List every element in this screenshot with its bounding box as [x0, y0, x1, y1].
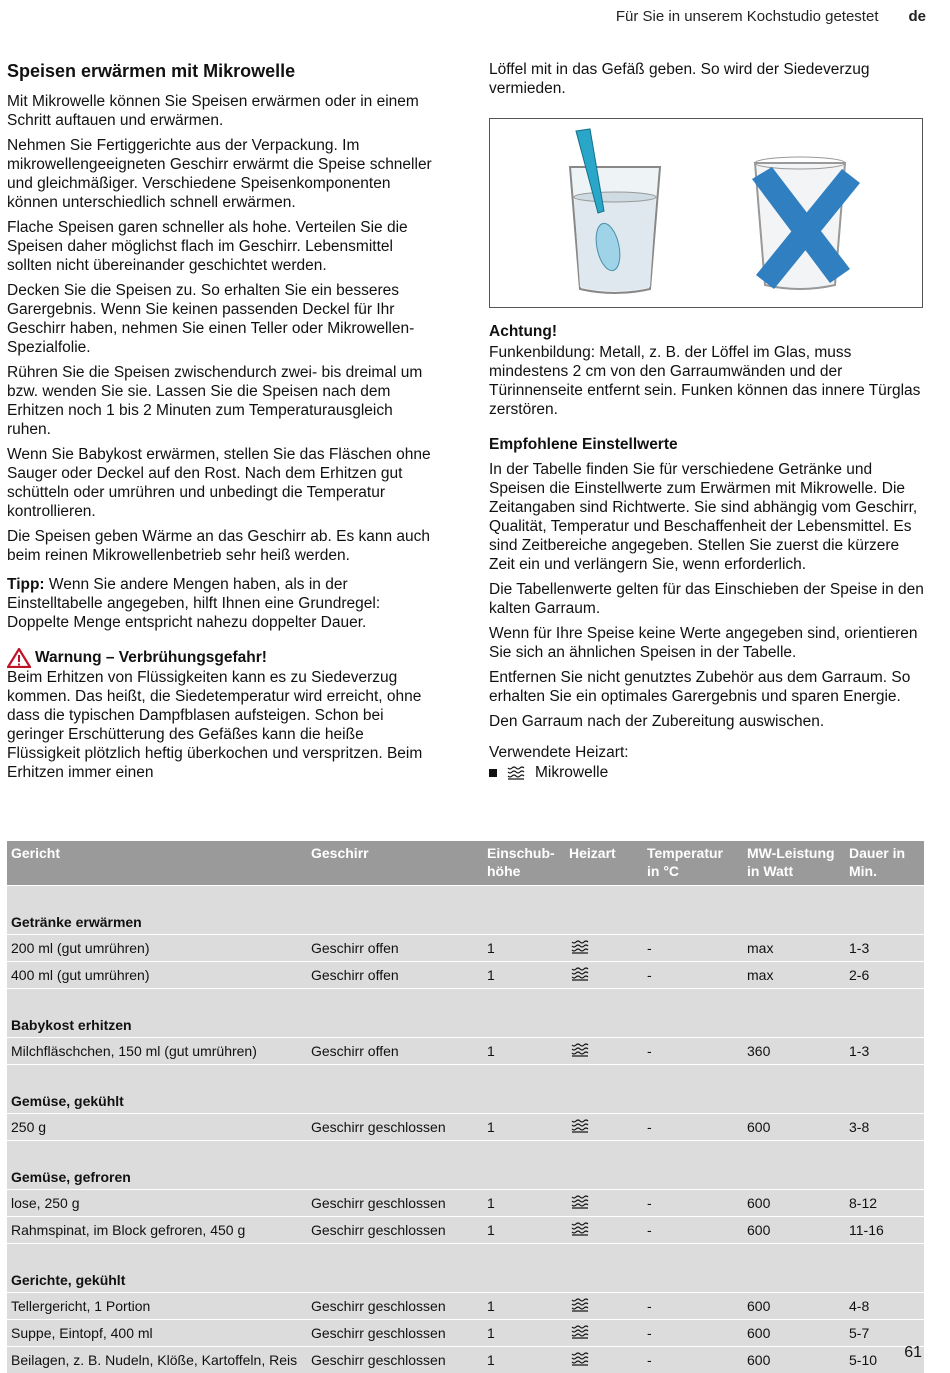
- table-row: [7, 962, 924, 989]
- table-header-row: [7, 841, 924, 886]
- table-cell: 600: [743, 1114, 845, 1141]
- page-number: 61: [904, 1344, 922, 1362]
- table-cell: -: [643, 1190, 743, 1217]
- paragraph: Mit Mikrowelle können Sie Speisen erwärmen oder in einem Schritt auftauen und erwärmen.: [7, 92, 439, 130]
- microwave-icon: [569, 1325, 591, 1339]
- table-cell: -: [643, 1038, 743, 1065]
- table-row: [7, 1217, 924, 1244]
- paragraph: Nehmen Sie Fertiggerichte aus der Verpackung. Im mikrowellengeeigneten Geschirr erwärmt die Speise schneller und gleichmäßiger. Verschiedene Speisenkomponenten können unterschiedlich schnell erwärmen.: [7, 136, 439, 212]
- table-cell: 5-10: [845, 1347, 924, 1373]
- group-title: Gemüse, gekühlt: [7, 1065, 924, 1114]
- microwave-icon: [507, 766, 525, 780]
- heizart-cell: [565, 1038, 643, 1065]
- section-heading: Speisen erwärmen mit Mikrowelle: [7, 60, 439, 82]
- settings-table: [7, 841, 924, 1373]
- table-cell: -: [643, 935, 743, 962]
- tip-text: Wenn Sie andere Mengen haben, als in der Einstelltabelle angegeben, hilft Ihnen eine Grundregel: Doppelte Menge entspricht nahezu doppelter Dauer.: [7, 576, 380, 631]
- table-cell: Rahmspinat, im Block gefroren, 450 g: [7, 1217, 307, 1244]
- heizart-cell: [565, 1217, 643, 1244]
- table-cell: Geschirr geschlossen: [307, 1217, 483, 1244]
- table-row: [7, 1190, 924, 1217]
- table-cell: 600: [743, 1293, 845, 1320]
- warning-title: [7, 648, 439, 668]
- subsection-heading: Empfohlene Einstellwerte: [489, 435, 929, 454]
- table-cell: Geschirr offen: [307, 962, 483, 989]
- page-header: [616, 8, 926, 25]
- table-cell: 250 g: [7, 1114, 307, 1141]
- table-cell: 8-12: [845, 1190, 924, 1217]
- table-cell: 1: [483, 1320, 565, 1347]
- heizart-cell: [565, 962, 643, 989]
- table-cell: 1: [483, 1114, 565, 1141]
- table-cell: -: [643, 1217, 743, 1244]
- microwave-icon: [569, 967, 591, 981]
- table-row: [7, 1293, 924, 1320]
- group-title: Gemüse, gefroren: [7, 1141, 924, 1190]
- table-cell: 200 ml (gut umrühren): [7, 935, 307, 962]
- warning-title-text: Warnung – Verbrühungsgefahr!: [35, 648, 267, 668]
- table-row: [7, 1114, 924, 1141]
- column-header: Gericht: [7, 841, 307, 886]
- tip-label: Tipp:: [7, 576, 45, 593]
- table-cell: Milchfläschchen, 150 ml (gut umrühren): [7, 1038, 307, 1065]
- column-header: Einschub- höhe: [483, 841, 565, 886]
- table-cell: Geschirr geschlossen: [307, 1190, 483, 1217]
- table-cell: 600: [743, 1190, 845, 1217]
- table-cell: lose, 250 g: [7, 1190, 307, 1217]
- table-row: [7, 935, 924, 962]
- table-cell: -: [643, 1293, 743, 1320]
- microwave-icon: [569, 1119, 591, 1133]
- paragraph: Den Garraum nach der Zubereitung auswischen.: [489, 712, 929, 731]
- table-cell: Beilagen, z. B. Nudeln, Klöße, Kartoffeln, Reis: [7, 1347, 307, 1373]
- heizart-label: Verwendete Heizart:: [489, 743, 929, 762]
- language-code: de: [908, 8, 926, 25]
- microwave-icon: [569, 940, 591, 954]
- table-body: [7, 886, 924, 1373]
- heizart-cell: [565, 1190, 643, 1217]
- column-header: Temperatur in °C: [643, 841, 743, 886]
- caution-text: Funkenbildung: Metall, z. B. der Löffel im Glas, muss mindestens 2 cm von den Garraumwänden und der Türinnenseite entfernt sein. Funken können das innere Türglas zerstören.: [489, 343, 929, 419]
- table-cell: 3-8: [845, 1114, 924, 1141]
- table-cell: Tellergericht, 1 Portion: [7, 1293, 307, 1320]
- column-header: MW-Leistung in Watt: [743, 841, 845, 886]
- group-title: Getränke erwärmen: [7, 886, 924, 935]
- caution-title: Achtung!: [489, 322, 929, 341]
- microwave-icon: [569, 1352, 591, 1366]
- table-cell: Geschirr offen: [307, 1038, 483, 1065]
- header-title: Für Sie in unserem Kochstudio getestet: [616, 8, 879, 25]
- heizart-cell: [565, 1114, 643, 1141]
- table-cell: Geschirr geschlossen: [307, 1347, 483, 1373]
- table-cell: Geschirr geschlossen: [307, 1293, 483, 1320]
- table-group-row: [7, 1065, 924, 1114]
- table-cell: 1: [483, 1217, 565, 1244]
- paragraph: Flache Speisen garen schneller als hohe. Verteilen Sie die Speisen daher möglichst flach im Geschirr. Lebensmittel sollten nicht übereinander geschichtet werden.: [7, 218, 439, 275]
- table-cell: 1: [483, 1190, 565, 1217]
- table-cell: 600: [743, 1320, 845, 1347]
- heizart-item: [489, 764, 929, 782]
- table-cell: 4-8: [845, 1293, 924, 1320]
- glass-spoon-illustration: [489, 118, 923, 308]
- table-cell: Geschirr geschlossen: [307, 1114, 483, 1141]
- microwave-icon: [569, 1222, 591, 1236]
- table-cell: 1-3: [845, 1038, 924, 1065]
- warning-text: Beim Erhitzen von Flüssigkeiten kann es zu Siedeverzug kommen. Das heißt, die Siedetemperatur wird erreicht, ohne dass die typischen Dampfblasen aufsteigen. Schon bei geringer Erschütterung des Gefäßes kann die heiße Flüssigkeit plötzlich heftig überkochen und verspritzen. Beim Erhitzen immer einen: [7, 668, 439, 782]
- table-group-row: [7, 989, 924, 1038]
- table-cell: Geschirr geschlossen: [307, 1320, 483, 1347]
- table-cell: 1: [483, 1347, 565, 1373]
- table-cell: 1-3: [845, 935, 924, 962]
- table-cell: 360: [743, 1038, 845, 1065]
- table-cell: -: [643, 1114, 743, 1141]
- heizart-cell: [565, 1320, 643, 1347]
- paragraph: Die Tabellenwerte gelten für das Einschieben der Speise in den kalten Garraum.: [489, 580, 929, 618]
- table-cell: 5-7: [845, 1320, 924, 1347]
- paragraph: Die Speisen geben Wärme an das Geschirr ab. Es kann auch beim reinen Mikrowellenbetrieb sehr heiß werden.: [7, 527, 439, 565]
- tip-paragraph: [7, 575, 439, 632]
- table-cell: 600: [743, 1217, 845, 1244]
- table-cell: 1: [483, 962, 565, 989]
- paragraph: Rühren Sie die Speisen zwischendurch zwei- bis dreimal um bzw. wenden Sie sie. Lassen Sie die Speisen nach dem Erhitzen noch 1 bis 2 Minuten zum Temperaturausgleich ruhen.: [7, 363, 439, 439]
- table-cell: -: [643, 962, 743, 989]
- group-title: Babykost erhitzen: [7, 989, 924, 1038]
- table-group-row: [7, 1141, 924, 1190]
- microwave-icon: [569, 1298, 591, 1312]
- table-cell: max: [743, 962, 845, 989]
- microwave-icon: [569, 1195, 591, 1209]
- table-group-row: [7, 886, 924, 935]
- warning-triangle-icon: [7, 648, 31, 668]
- column-header: Heizart: [565, 841, 643, 886]
- table-cell: 2-6: [845, 962, 924, 989]
- paragraph: Löffel mit in das Gefäß geben. So wird der Siedeverzug vermieden.: [489, 60, 929, 98]
- microwave-icon: [569, 1043, 591, 1057]
- glass-illustration: [490, 119, 922, 307]
- table-row: [7, 1320, 924, 1347]
- table-cell: 600: [743, 1347, 845, 1373]
- table-cell: max: [743, 935, 845, 962]
- table-row: [7, 1347, 924, 1373]
- table-cell: -: [643, 1320, 743, 1347]
- column-header: Geschirr: [307, 841, 483, 886]
- heizart-cell: [565, 1347, 643, 1373]
- paragraph: Wenn Sie Babykost erwärmen, stellen Sie das Fläschen ohne Sauger oder Deckel auf den Rost. Nach dem Erhitzen gut schütteln oder umrühren und unbedingt die Temperatur kontrollieren.: [7, 445, 439, 521]
- table-cell: 1: [483, 1038, 565, 1065]
- table-cell: Suppe, Eintopf, 400 ml: [7, 1320, 307, 1347]
- right-column: [489, 60, 929, 782]
- heizart-cell: [565, 1293, 643, 1320]
- column-header: Dauer in Min.: [845, 841, 924, 886]
- paragraph: Entfernen Sie nicht genutztes Zubehör aus dem Garraum. So erhalten Sie ein optimales Garergebnis und sparen Energie.: [489, 668, 929, 706]
- paragraph: Wenn für Ihre Speise keine Werte angegeben sind, orientieren Sie sich an ähnlichen Speisen in der Tabelle.: [489, 624, 929, 662]
- table-row: [7, 1038, 924, 1065]
- paragraph: In der Tabelle finden Sie für verschiedene Getränke und Speisen die Einstellwerte zum Erwärmen mit Mikrowelle. Die Zeitangaben sind Richtwerte. Sie sind abhängig vom Geschirr, Qualität, Temperatur und Beschaffenheit der Lebensmittel. Es sind Zeitbereiche angegeben. Stellen Sie zuerst die kürzere Zeit ein und verlängern Sie, wenn erforderlich.: [489, 460, 929, 574]
- heizart-item-label: Mikrowelle: [535, 764, 608, 782]
- group-title: Gerichte, gekühlt: [7, 1244, 924, 1293]
- heizart-cell: [565, 935, 643, 962]
- bullet-icon: [489, 769, 497, 777]
- left-column: [7, 60, 439, 788]
- table-cell: 1: [483, 935, 565, 962]
- table-group-row: [7, 1244, 924, 1293]
- table-cell: -: [643, 1347, 743, 1373]
- table-cell: 1: [483, 1293, 565, 1320]
- paragraph: Decken Sie die Speisen zu. So erhalten Sie ein besseres Garergebnis. Wenn Sie keinen passenden Deckel für Ihr Geschirr haben, nehmen Sie einen Teller oder Mikrowellen-Spezialfolie.: [7, 281, 439, 357]
- table-cell: 11-16: [845, 1217, 924, 1244]
- table-cell: Geschirr offen: [307, 935, 483, 962]
- table-cell: 400 ml (gut umrühren): [7, 962, 307, 989]
